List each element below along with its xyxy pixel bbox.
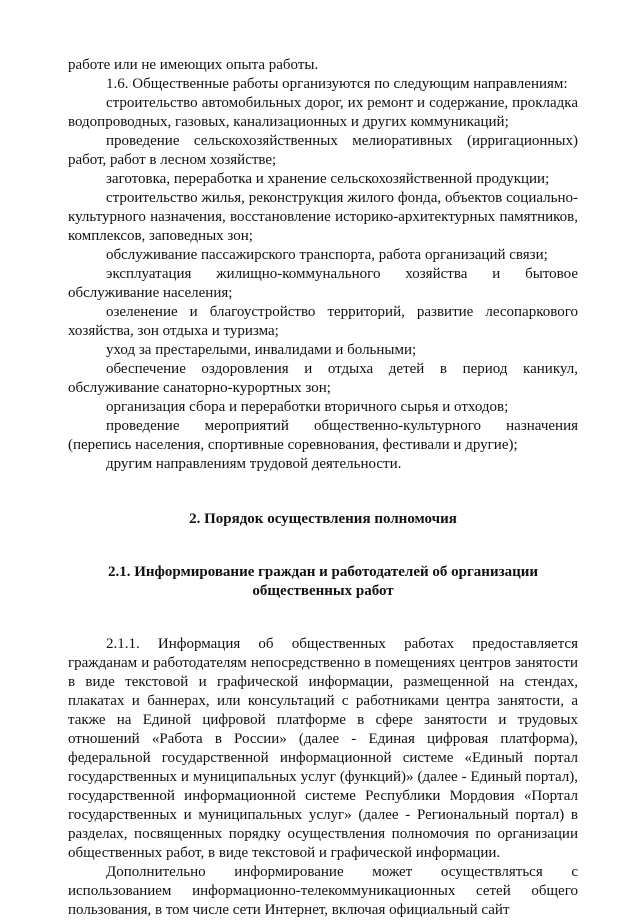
list-item: эксплуатация жилищно-коммунального хозяйства и бытовое обслуживание населения; [68,266,578,301]
section-2-1-heading: 2.1. Информирование граждан и работодателей об организации общественных работ [107,564,539,599]
list-item: заготовка, переработка и хранение сельскохозяйственной продукции; [106,171,550,187]
list-item: проведение сельскохозяйственных мелиоративных (ирригационных) работ, работ в лесном хозяйстве; [68,133,578,168]
list-item: организация сбора и переработки вторичного сырья и отходов; [106,399,509,415]
list-item: строительство автомобильных дорог, их ремонт и содержание, прокладка водопроводных, газовых, канализационных и других коммуникаций; [68,95,578,130]
list-item: обслуживание пассажирского транспорта, работа организаций связи; [106,247,548,263]
additional-info-paragraph: Дополнительно информирование может осуществляться с использованием информационно-телекоммуникационных сетей общего пользования, в том числе сети Интернет, включая официальный сайт [68,864,578,918]
section-1-6-intro: 1.6. Общественные работы организуются по следующим направлениям: [106,76,568,92]
document-page [68,56,578,920]
list-item: озеленение и благоустройство территорий, развитие лесопаркового хозяйства, зон отдыха и туризма; [68,304,578,339]
list-item: уход за престарелыми, инвалидами и больными; [106,342,417,358]
list-item: обеспечение оздоровления и отдыха детей в период каникул, обслуживание санаторно-курортных зон; [68,361,578,396]
section-2-heading: 2. Порядок осуществления полномочия [189,511,457,527]
section-2-1-1-paragraph: 2.1.1. Информация об общественных работах предоставляется гражданам и работодателям непосредственно в помещениях центров занятости в виде текстовой и графической информации, размещенной на стендах, плакатах и баннерах, или консультаций с работниками центра занятости, а также на Единой цифровой платформе в сфере занятости и трудовых отношений «Работа в России» (далее - Единая цифровая платформа), федеральной государственной информационной системе «Единый портал государственных и муниципальных услуг (функций)» (далее - Единый портал), государственной информационной системе Республики Мордовия «Портал государственных и муниципальных услуг» (далее - Региональный портал) в разделах, посвященных порядку осуществления полномочия по организации общественных работ, в виде текстовой и графической информации. [68,636,578,861]
list-item: другим направлениям трудовой деятельности. [106,456,402,472]
list-item: проведение мероприятий общественно-культурного назначения (перепись населения, спортивные соревнования, фестивали и другие); [68,418,578,453]
list-item: строительство жилья, реконструкция жилого фонда, объектов социально-культурного назначения, восстановление историко-архитектурных памятников, комплексов, заповедных зон; [68,190,578,244]
lead-in-paragraph: работе или не имеющих опыта работы. [68,57,319,73]
